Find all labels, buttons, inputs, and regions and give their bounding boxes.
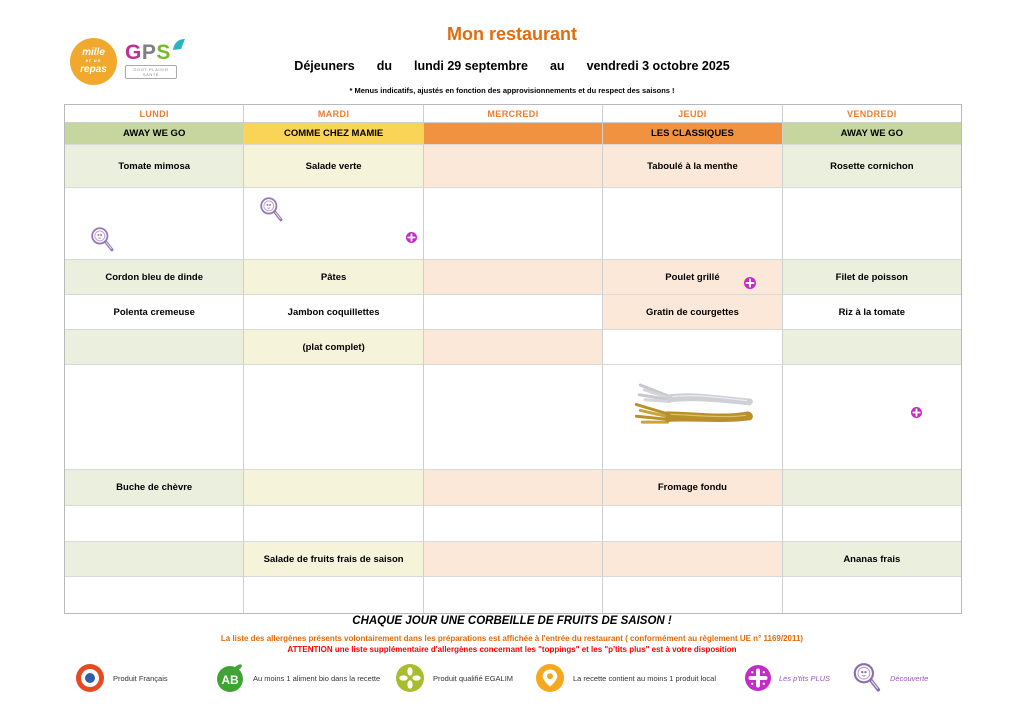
subtitle-word: lundi 29 septembre bbox=[414, 59, 528, 73]
theme-row bbox=[65, 123, 961, 145]
icon-cell-vendredi bbox=[783, 188, 961, 260]
ptits-plus-icon bbox=[744, 277, 756, 289]
empty-cell bbox=[424, 506, 603, 542]
menu-item: Polenta cremeuse bbox=[65, 295, 244, 330]
icon-row bbox=[65, 188, 961, 260]
menu-item: Tomate mimosa bbox=[65, 145, 244, 188]
menu-item: Buche de chèvre bbox=[65, 470, 244, 506]
empty-cell bbox=[65, 577, 244, 613]
subtitle-word: Déjeuners bbox=[294, 59, 355, 73]
menu-item bbox=[424, 295, 603, 330]
menu-disclaimer-note: * Menus indicatifs, ajustés en fonction des approvisionnements et du respect des saisons ! bbox=[349, 86, 675, 95]
legend-item-local bbox=[535, 658, 716, 698]
page-title: Mon restaurant bbox=[446, 24, 578, 44]
ptits-plus-icon bbox=[911, 407, 922, 418]
empty-cell bbox=[65, 506, 244, 542]
day-header-mercredi: MERCREDI bbox=[424, 105, 603, 123]
day-header-row bbox=[65, 105, 961, 123]
discovery-magnifier-icon bbox=[258, 196, 285, 223]
legend-label: Au moins 1 aliment bio dans la recette bbox=[253, 673, 381, 683]
menu-item: Salade de fruits frais de saison bbox=[244, 542, 423, 577]
menu-item bbox=[424, 330, 603, 365]
theme-mardi: COMME CHEZ MAMIE bbox=[244, 123, 423, 145]
empty-cell bbox=[244, 506, 423, 542]
icon-cell-vendredi-big bbox=[783, 365, 961, 470]
icon-cell-mardi bbox=[244, 188, 423, 260]
cheese-row bbox=[65, 470, 961, 506]
illustration-cell-jeudi bbox=[603, 365, 782, 470]
menu-item: Salade verte bbox=[244, 145, 423, 188]
date-range-line bbox=[0, 59, 1024, 73]
ptits-plus-icon bbox=[745, 665, 771, 691]
menu-item bbox=[603, 260, 782, 295]
icon-cell-lundi bbox=[65, 188, 244, 260]
allergen-notice: La liste des allergènes présents volontairement dans les préparations est affichée à l'entrée du restaurant ( conformément au règlement UE n° 1169/2011) bbox=[220, 634, 804, 643]
main-dish-row bbox=[65, 260, 961, 295]
ptits-plus-icon bbox=[406, 232, 417, 243]
legend-label: Produit qualifié EGALIM bbox=[433, 673, 514, 683]
menu-item bbox=[424, 145, 603, 188]
empty-cell bbox=[424, 577, 603, 613]
menu-item: Fromage fondu bbox=[603, 470, 782, 506]
complement-row bbox=[65, 330, 961, 365]
gps-wordmark: GPS bbox=[125, 41, 171, 64]
menu-item: Ananas frais bbox=[783, 542, 961, 577]
menu-item: Jambon coquillettes bbox=[244, 295, 423, 330]
menu-item: (plat complet) bbox=[244, 330, 423, 365]
legend-item-produit-francais bbox=[75, 658, 168, 698]
menu-item bbox=[783, 330, 961, 365]
menu-item: Filet de poisson bbox=[783, 260, 961, 295]
legend-label: Découverte bbox=[890, 673, 929, 683]
theme-mercredi bbox=[424, 123, 603, 145]
gold-fork bbox=[637, 405, 754, 423]
empty-cell bbox=[65, 365, 244, 470]
theme-vendredi: AWAY WE GO bbox=[783, 123, 961, 145]
menu-item bbox=[783, 470, 961, 506]
menu-item: Riz à la tomate bbox=[783, 295, 961, 330]
day-header-jeudi: JEUDI bbox=[603, 105, 782, 123]
empty-cell bbox=[244, 577, 423, 613]
theme-jeudi: LES CLASSIQUES bbox=[603, 123, 782, 145]
legend-label: La recette contient au moins 1 produit local bbox=[573, 673, 717, 683]
menu-item bbox=[65, 330, 244, 365]
menu-item bbox=[603, 542, 782, 577]
legend-label: Produit Français bbox=[113, 673, 168, 683]
logo-mille-line3: repas bbox=[80, 63, 107, 75]
empty-cell bbox=[783, 577, 961, 613]
legend-item-bio bbox=[215, 658, 380, 698]
menu-item: Pâtes bbox=[244, 260, 423, 295]
day-header-lundi: LUNDI bbox=[65, 105, 244, 123]
french-roundel-icon bbox=[75, 663, 105, 693]
empty-cell bbox=[244, 365, 423, 470]
empty-cell bbox=[783, 506, 961, 542]
dessert-row bbox=[65, 542, 961, 577]
starter-row bbox=[65, 145, 961, 188]
discovery-magnifier-icon bbox=[89, 226, 116, 253]
empty-cell bbox=[424, 365, 603, 470]
icon-cell-mercredi bbox=[424, 188, 603, 260]
legend-bar bbox=[0, 658, 1024, 706]
menu-item: Cordon bleu de dinde bbox=[65, 260, 244, 295]
side-dish-row bbox=[65, 295, 961, 330]
logo-mille-line1: mille bbox=[82, 47, 105, 59]
theme-lundi: AWAY WE GO bbox=[65, 123, 244, 145]
egalim-icon bbox=[395, 663, 425, 693]
local-pin-icon bbox=[535, 663, 565, 693]
empty-cell bbox=[603, 577, 782, 613]
forks-image bbox=[633, 383, 761, 428]
day-header-mardi: MARDI bbox=[244, 105, 423, 123]
legend-label: Les p'tits PLUS bbox=[779, 673, 831, 683]
menu-item bbox=[424, 542, 603, 577]
empty-cell bbox=[603, 506, 782, 542]
menu-item bbox=[65, 542, 244, 577]
subtitle-word: vendredi 3 octobre 2025 bbox=[586, 59, 730, 73]
menu-item-label: Poulet grillé bbox=[665, 271, 720, 283]
svg-text:AB: AB bbox=[221, 673, 239, 687]
gps-tagline: GOÛT PLAISIR SANTÉ bbox=[125, 65, 177, 79]
menu-item bbox=[603, 330, 782, 365]
illustration-row bbox=[65, 365, 961, 470]
menu-item bbox=[424, 260, 603, 295]
daily-fruit-line: CHAQUE JOUR UNE CORBEILLE DE FRUITS DE SAISON ! bbox=[352, 615, 672, 627]
menu-item: Gratin de courgettes bbox=[603, 295, 782, 330]
menu-item: Taboulé à la menthe bbox=[603, 145, 782, 188]
legend-item-ptits-plus bbox=[745, 658, 830, 698]
legend-item-egalim bbox=[395, 658, 513, 698]
menu-item bbox=[424, 470, 603, 506]
logo-mille-line2: et un bbox=[85, 58, 102, 64]
allergen-warning: ATTENTION une liste supplémentaire d'allergènes concernant les "toppings" et les "p'tits plus" est à votre disposition bbox=[287, 645, 737, 654]
menu-item: Rosette cornichon bbox=[783, 145, 961, 188]
subtitle-word: du bbox=[376, 59, 393, 73]
subtitle-word: au bbox=[549, 59, 565, 73]
weekly-menu-table bbox=[64, 104, 962, 614]
day-header-vendredi: VENDREDI bbox=[783, 105, 961, 123]
menu-item bbox=[244, 470, 423, 506]
icon-cell-jeudi bbox=[603, 188, 782, 260]
legend-item-decouverte bbox=[850, 658, 928, 698]
silver-fork bbox=[640, 385, 754, 406]
ab-bio-icon bbox=[215, 663, 245, 693]
spacer-row bbox=[65, 506, 961, 542]
spacer-row bbox=[65, 577, 961, 613]
discovery-magnifier-icon bbox=[850, 662, 882, 694]
